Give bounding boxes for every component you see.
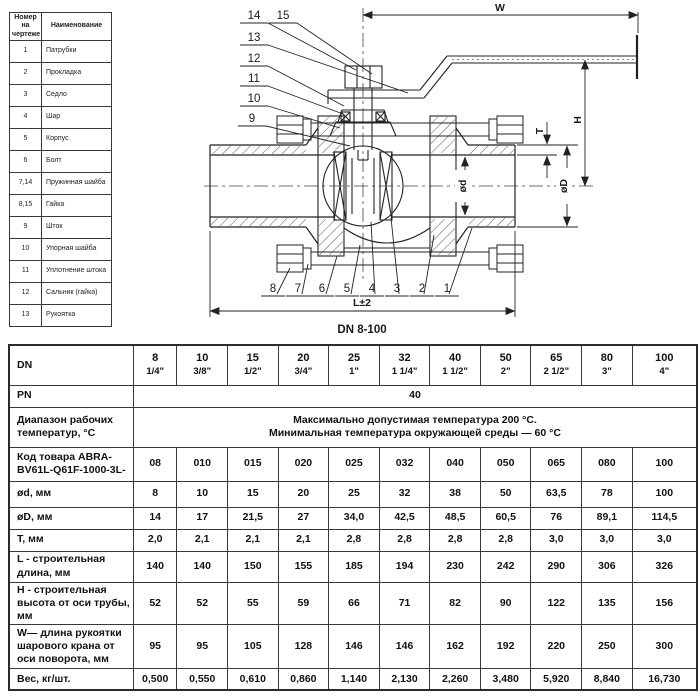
callout-6: 6 [318, 283, 326, 295]
part-number: 7,14 [10, 173, 42, 195]
spec-table-body [9, 345, 697, 690]
callout-9: 9 [248, 113, 256, 125]
dim-bore-label: ød [457, 179, 469, 193]
parts-row [10, 195, 112, 217]
spec-row-label: Вес, кг/шт. [9, 668, 133, 690]
temp-max-line: Максимально допустимая температура 200 °C. [293, 413, 537, 426]
callout-15: 15 [276, 10, 290, 22]
spec-row-label: Диапазон рабочих температур, °C [9, 407, 133, 447]
temp-range-cell [133, 407, 697, 447]
spec-value-cell: 105 [228, 624, 279, 668]
spec-value-cell: 156 [632, 582, 697, 624]
dn-size-mm: 15 [246, 352, 259, 365]
dn-size-inch: 2" [500, 366, 511, 378]
spec-row-label: ød, мм [9, 481, 133, 507]
dn-size-mm: 50 [499, 352, 512, 365]
parts-row [10, 217, 112, 239]
spec-value-cell: 2,130 [379, 668, 430, 690]
part-name: Корпус [42, 129, 112, 151]
dn-size-cell [133, 345, 177, 385]
spec-value-cell: 3,0 [632, 529, 697, 551]
spec-value-cell: 306 [582, 551, 633, 582]
part-name: Седло [42, 85, 112, 107]
dn-size-cell [632, 345, 697, 385]
dim-length-label: L±2 [352, 297, 372, 309]
spec-value-cell: 48,5 [430, 507, 481, 529]
callout-5: 5 [343, 283, 351, 295]
part-number: 1 [10, 41, 42, 63]
parts-row [10, 305, 112, 327]
part-name: Гайка [42, 195, 112, 217]
spec-value-cell: 20 [278, 481, 329, 507]
spec-value-cell: 050 [480, 447, 531, 481]
dn-size-inch: 1 1/2" [442, 366, 468, 378]
spec-value-cell: 21,5 [228, 507, 279, 529]
parts-col-number-header: Номер на чертеже [10, 13, 42, 41]
parts-row [10, 85, 112, 107]
callout-7: 7 [294, 283, 302, 295]
dn-size-cell [430, 345, 481, 385]
spec-value-cell: 3,0 [582, 529, 633, 551]
dn-size-mm: 8 [152, 352, 159, 365]
spec-value-cell: 114,5 [632, 507, 697, 529]
dn-size-cell [531, 345, 582, 385]
part-name: Рукоятка [42, 305, 112, 327]
spec-value-cell: 140 [177, 551, 228, 582]
spec-row [9, 507, 697, 529]
spec-value-cell: 025 [329, 447, 380, 481]
spec-value-cell: 128 [278, 624, 329, 668]
dn-size-cell [582, 345, 633, 385]
dn-size-cell [278, 345, 329, 385]
centerlines [204, 8, 596, 280]
spec-value-cell: 27 [278, 507, 329, 529]
callout-13: 13 [247, 32, 261, 44]
spec-value-cell: 065 [531, 447, 582, 481]
dn-size-cell [329, 345, 380, 385]
part-number: 4 [10, 107, 42, 129]
dim-outer-label: øD [558, 179, 570, 193]
callout-12: 12 [247, 53, 261, 65]
callout-1: 1 [443, 283, 451, 295]
spec-value-cell: 0,860 [278, 668, 329, 690]
spec-value-cell: 0,550 [177, 668, 228, 690]
spec-value-cell: 140 [133, 551, 177, 582]
parts-row [10, 151, 112, 173]
spec-value-cell: 3,0 [531, 529, 582, 551]
spec-value-cell: 95 [177, 624, 228, 668]
spec-value-cell: 90 [480, 582, 531, 624]
spec-value-cell: 146 [329, 624, 380, 668]
spec-value-cell: 100 [632, 481, 697, 507]
body-bolts [277, 116, 523, 272]
spec-value-cell: 250 [582, 624, 633, 668]
dn-size-inch: 3" [601, 366, 612, 378]
spec-value-cell: 040 [430, 447, 481, 481]
dn-size-mm: 25 [347, 352, 361, 365]
spec-value-cell: 220 [531, 624, 582, 668]
part-number: 13 [10, 305, 42, 327]
part-name: Сальник (гайка) [42, 283, 112, 305]
callout-3: 3 [393, 283, 401, 295]
parts-row [10, 239, 112, 261]
spec-row-dn [9, 345, 697, 385]
spec-value-cell: 242 [480, 551, 531, 582]
spec-value-cell: 8,840 [582, 668, 633, 690]
parts-table [9, 12, 112, 327]
spec-value-cell: 17 [177, 507, 228, 529]
spec-value-cell: 15 [228, 481, 279, 507]
spec-row [9, 624, 697, 668]
dn-size-inch: 1/4" [146, 366, 165, 378]
spec-table [8, 344, 698, 691]
dn-size-inch: 3/8" [193, 366, 212, 378]
spec-value-cell: 080 [582, 447, 633, 481]
dimensions [210, 12, 638, 317]
spec-value-cell: 78 [582, 481, 633, 507]
part-name: Патрубки [42, 41, 112, 63]
parts-row [10, 173, 112, 195]
dn-size-inch: 3/4" [294, 366, 313, 378]
spec-row [9, 582, 697, 624]
dim-h-label: H [572, 116, 584, 124]
spec-value-cell: 63,5 [531, 481, 582, 507]
dn-size-mm: 80 [600, 352, 613, 365]
spec-value-cell: 71 [379, 582, 430, 624]
spec-value-cell: 192 [480, 624, 531, 668]
spec-value-cell: 5,920 [531, 668, 582, 690]
part-number: 6 [10, 151, 42, 173]
dim-w-label: W [495, 2, 505, 14]
part-number: 11 [10, 261, 42, 283]
dn-size-cell [480, 345, 531, 385]
part-number: 12 [10, 283, 42, 305]
dn-size-mm: 40 [448, 352, 462, 365]
spec-value-cell: 52 [133, 582, 177, 624]
spec-value-cell: 10 [177, 481, 228, 507]
spec-value-cell: 95 [133, 624, 177, 668]
spec-value-cell: 89,1 [582, 507, 633, 529]
spec-value-cell: 42,5 [379, 507, 430, 529]
spec-value-cell: 2,8 [379, 529, 430, 551]
dn-size-cell [228, 345, 279, 385]
spec-row-label: W— длина рукоятки шарового крана от оси поворота, мм [9, 624, 133, 668]
spec-row-label: Код товара ABRA-BV61L-Q61F-1000-3L- [9, 447, 133, 481]
spec-value-cell: 100 [632, 447, 697, 481]
part-name: Прокладка [42, 63, 112, 85]
spec-value-cell: 0,500 [133, 668, 177, 690]
spec-row-pn [9, 385, 697, 407]
callout-10: 10 [247, 93, 261, 105]
spec-value-cell: 150 [228, 551, 279, 582]
spec-value-cell: 122 [531, 582, 582, 624]
spec-value-cell: 2,1 [228, 529, 279, 551]
spec-row-label: L - строительная длина, мм [9, 551, 133, 582]
dn-size-mm: 65 [550, 352, 563, 365]
spec-value-cell: 25 [329, 481, 380, 507]
spec-value-cell: 010 [177, 447, 228, 481]
spec-value-cell: 2,8 [430, 529, 481, 551]
part-number: 2 [10, 63, 42, 85]
spec-value-cell: 194 [379, 551, 430, 582]
spec-value-cell: 2,8 [480, 529, 531, 551]
parts-row [10, 261, 112, 283]
parts-row [10, 63, 112, 85]
callout-8: 8 [269, 283, 277, 295]
spec-value-cell: 34,0 [329, 507, 380, 529]
spec-row [9, 551, 697, 582]
spec-value-cell: 8 [133, 481, 177, 507]
dn-size-inch: 2 1/2" [543, 366, 570, 378]
spec-value-cell: 2,1 [278, 529, 329, 551]
spec-value-cell: 08 [133, 447, 177, 481]
spec-value-cell: 2,1 [177, 529, 228, 551]
spec-value-cell: 326 [632, 551, 697, 582]
spec-row [9, 529, 697, 551]
dn-size-mm: 10 [196, 352, 209, 365]
spec-value-cell: 32 [379, 481, 430, 507]
spec-value-cell: 290 [531, 551, 582, 582]
callout-11: 11 [248, 73, 260, 85]
spec-row-label: DN [9, 345, 133, 385]
dn-size-inch: 1" [349, 366, 359, 378]
callout-leaders [238, 23, 472, 296]
dn-size-mm: 32 [398, 352, 411, 365]
parts-row [10, 107, 112, 129]
part-number: 3 [10, 85, 42, 107]
spec-value-cell: 55 [228, 582, 279, 624]
parts-row [10, 283, 112, 305]
spec-row-label: H - строительная высота от оси трубы, мм [9, 582, 133, 624]
temp-min-line: Минимальная температура окружающей среды — 60 °C [268, 427, 561, 439]
spec-row-label: øD, мм [9, 507, 133, 529]
dn-size-inch: 1 1/4" [391, 366, 418, 378]
part-number: 9 [10, 217, 42, 239]
spec-row [9, 481, 697, 507]
part-name: Упорная шайба [42, 239, 112, 261]
handle [328, 35, 637, 104]
spec-row-temp [9, 407, 697, 447]
spec-value-cell: 146 [379, 624, 430, 668]
spec-value-cell: 60,5 [480, 507, 531, 529]
spec-value-cell: 50 [480, 481, 531, 507]
spec-value-cell: 300 [632, 624, 697, 668]
spec-value-cell: 14 [133, 507, 177, 529]
spec-value-cell: 032 [379, 447, 430, 481]
spec-value-cell: 155 [278, 551, 329, 582]
spec-row [9, 447, 697, 481]
spec-value-cell: 0,610 [228, 668, 279, 690]
parts-table-body [10, 41, 112, 327]
spec-row-label: T, мм [9, 529, 133, 551]
spec-value-cell: 16,730 [632, 668, 697, 690]
drawing-caption: DN 8-100 [337, 324, 387, 336]
dn-size-mm: 100 [655, 352, 674, 365]
part-name: Пружинная шайба [42, 173, 112, 195]
callout-2: 2 [418, 283, 426, 295]
valve-drawing [120, 0, 700, 340]
part-number: 10 [10, 239, 42, 261]
dim-t-label: T [534, 127, 546, 135]
dn-size-cell [379, 345, 430, 385]
spec-value-cell: 1,140 [329, 668, 380, 690]
spec-value-cell: 38 [430, 481, 481, 507]
part-name: Шар [42, 107, 112, 129]
dn-size-cell [177, 345, 228, 385]
dn-size-inch: 4" [659, 366, 670, 378]
spec-value-cell: 82 [430, 582, 481, 624]
spec-value-cell: 2,8 [329, 529, 380, 551]
spec-value-cell: 015 [228, 447, 279, 481]
spec-value-cell: 135 [582, 582, 633, 624]
spec-value-cell: 76 [531, 507, 582, 529]
spec-value-cell: 52 [177, 582, 228, 624]
spec-value-cell: 2,0 [133, 529, 177, 551]
part-number: 5 [10, 129, 42, 151]
dn-size-mm: 20 [297, 352, 310, 365]
spec-value-cell: 66 [329, 582, 380, 624]
parts-col-name-header: Наименование [42, 13, 112, 41]
parts-row [10, 41, 112, 63]
spec-value-cell: 162 [430, 624, 481, 668]
spec-row [9, 668, 697, 690]
callout-4: 4 [368, 283, 376, 295]
parts-row [10, 129, 112, 151]
pn-value-cell: 40 [133, 385, 697, 407]
spec-value-cell: 230 [430, 551, 481, 582]
spec-value-cell: 185 [329, 551, 380, 582]
callout-14: 14 [247, 10, 261, 22]
part-number: 8,15 [10, 195, 42, 217]
spec-row-label: PN [9, 385, 133, 407]
part-name: Болт [42, 151, 112, 173]
dn-size-inch: 1/2" [243, 366, 262, 378]
spec-value-cell: 3,480 [480, 668, 531, 690]
spec-value-cell: 020 [278, 447, 329, 481]
parts-header-row [10, 13, 112, 41]
part-name: Шток [42, 217, 112, 239]
part-name: Уплотнение штока [42, 261, 112, 283]
spec-value-cell: 2,260 [430, 668, 481, 690]
spec-value-cell: 59 [278, 582, 329, 624]
